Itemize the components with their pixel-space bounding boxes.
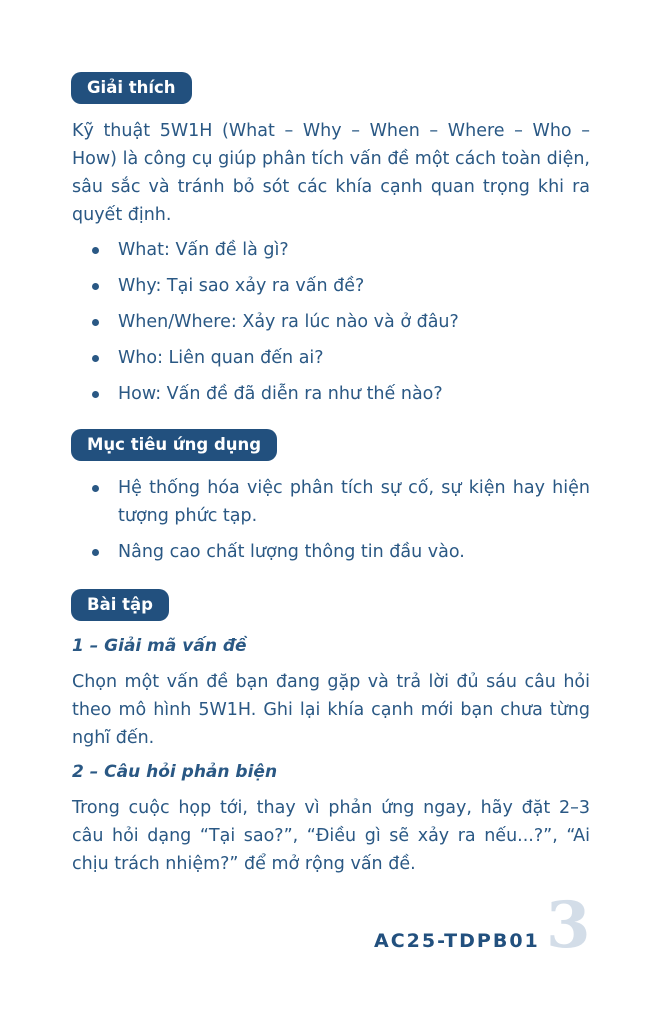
section-heading-explain: Giải thích bbox=[71, 72, 192, 104]
section-heading-exercise: Bài tập bbox=[71, 589, 169, 621]
list-item: Why: Tại sao xảy ra vấn đề? bbox=[92, 272, 592, 300]
document-code: AC25-TDPB01 bbox=[374, 930, 540, 952]
exercise-1-heading: 1 – Giải mã vấn đề bbox=[72, 636, 247, 656]
list-item: Who: Liên quan đến ai? bbox=[92, 344, 592, 372]
list-item: What: Vấn đề là gì? bbox=[92, 236, 592, 264]
explain-paragraph: Kỹ thuật 5W1H (What – Why – When – Where – Who – How) là công cụ giúp phân tích vấn đề một cách toàn diện, sâu sắc và tránh bỏ sót các khía cạnh quan trọng khi ra quyết định. bbox=[72, 121, 590, 225]
exercise-1-text: Chọn một vấn đề bạn đang gặp và trả lời đủ sáu câu hỏi theo mô hình 5W1H. Ghi lại khía cạnh mới bạn chưa từng nghĩ đến. bbox=[72, 672, 590, 748]
list-item: When/Where: Xảy ra lúc nào và ở đâu? bbox=[92, 308, 592, 336]
goal-bullet-list bbox=[92, 474, 590, 574]
exercise-2-heading: 2 – Câu hỏi phản biện bbox=[72, 762, 278, 782]
list-item: Hệ thống hóa việc phân tích sự cố, sự kiện hay hiện tượng phức tạp. bbox=[92, 474, 590, 530]
list-item: How: Vấn đề đã diễn ra như thế nào? bbox=[92, 380, 592, 408]
list-item: Nâng cao chất lượng thông tin đầu vào. bbox=[92, 538, 590, 566]
page-number: 3 bbox=[546, 888, 591, 963]
section-heading-goal: Mục tiêu ứng dụng bbox=[71, 429, 277, 461]
exercise-2-text: Trong cuộc họp tới, thay vì phản ứng ngay, hãy đặt 2–3 câu hỏi dạng “Tại sao?”, “Điều gì sẽ xảy ra nếu...?”, “Ai chịu trách nhiệm?” để mở rộng vấn đề. bbox=[72, 798, 590, 874]
explain-bullet-list bbox=[92, 236, 592, 416]
